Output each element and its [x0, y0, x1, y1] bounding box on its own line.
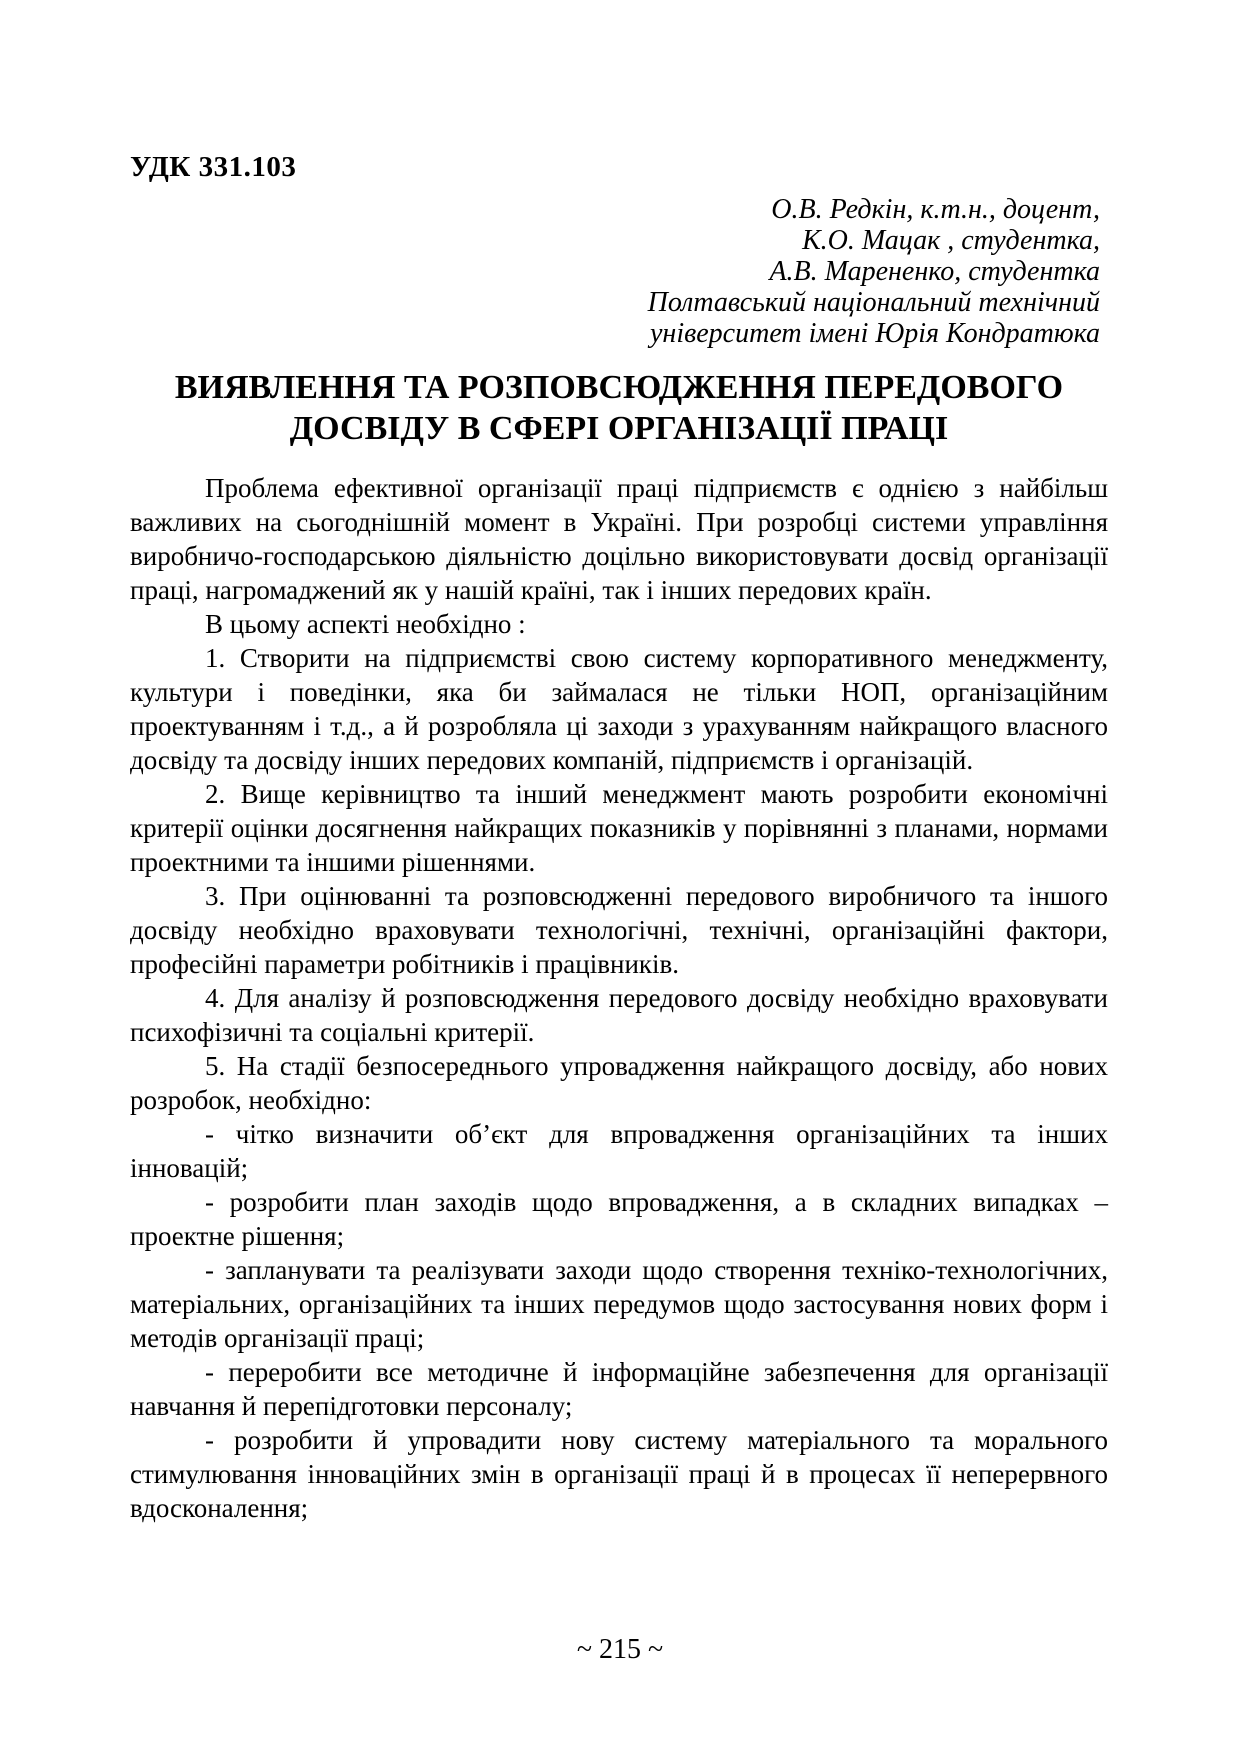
paper-body — [130, 471, 1108, 1525]
paragraph: В цьому аспекті необхідно : — [205, 609, 526, 639]
paragraph: 3. При оцінюванні та розповсюдженні передового виробничого та іншого досвіду необхідно враховувати технологічні, технічні, організаційні фактори, професійні параметри робітників і працівників. — [130, 881, 1108, 979]
page-number: ~ 215 ~ — [576, 1634, 664, 1665]
affiliation-line: університет імені Юрія Кондратюка — [650, 318, 1100, 349]
author-line: К.О. Мацак , студентка, — [802, 225, 1100, 256]
list-item-paragraph: - розробити план заходів щодо впровадження, а в складних випадках – проектне рішення; — [130, 1187, 1108, 1251]
list-item-paragraph: - запланувати та реалізувати заходи щодо створення техніко-технологічних, матеріальних, організаційних та інших передумов щодо застосування нових форм і методів організації праці; — [130, 1255, 1108, 1353]
affiliation-line: Полтавський національний технічний — [647, 287, 1100, 318]
paragraph: Проблема ефективної організації праці підприємств є однією з найбільш важливих на сьогоднішній момент в Україні. При розробці системи управління виробничо-господарською діяльністю доцільно використовувати досвід організації праці, нагромаджений як у нашій країні, так і інших передових країн. — [130, 473, 1108, 605]
paragraph: 4. Для аналізу й розповсюдження передового досвіду необхідно враховувати психофізичні та соціальні критерії. — [130, 983, 1108, 1047]
list-item-paragraph: - переробити все методичне й інформаційне забезпечення для організації навчання й перепідготовки персоналу; — [130, 1357, 1108, 1421]
list-item-paragraph: - розробити й упровадити нову систему матеріального та морального стимулювання інноваційних змін в організації праці й в процесах її неперервного вдосконалення; — [130, 1425, 1108, 1523]
author-line: О.В. Редкін, к.т.н., доцент, — [771, 194, 1100, 225]
list-item-paragraph: - чітко визначити об’єкт для впровадження організаційних та інших інновацій; — [130, 1119, 1108, 1183]
paper-title: ВИЯВЛЕННЯ ТА РОЗПОВСЮДЖЕННЯ ПЕРЕДОВОГО ДОСВІДУ В СФЕРІ ОРГАНІЗАЦІЇ ПРАЦІ — [174, 369, 1064, 447]
paragraph: 2. Вище керівництво та інший менеджмент мають розробити економічні критерії оцінки досягнення найкращих показників у порівнянні з планами, нормами проектними та іншими рішеннями. — [130, 779, 1108, 877]
paragraph: 1. Створити на підприємстві свою систему корпоративного менеджменту, культури і поведінки, яка би займалася не тільки НОП, організаційним проектуванням і т.д., а й розробляла ці заходи з урахуванням найкращого власного досвіду та досвіду інших передових компаній, підприємств і організацій. — [130, 643, 1108, 775]
udc-code: УДК 331.103 — [130, 151, 297, 183]
author-line: А.В. Марененко, студентка — [769, 256, 1100, 287]
author-block — [130, 194, 1108, 349]
paragraph: 5. На стадії безпосереднього упровадження найкращого досвіду, або нових розробок, необхідно: — [130, 1051, 1108, 1115]
